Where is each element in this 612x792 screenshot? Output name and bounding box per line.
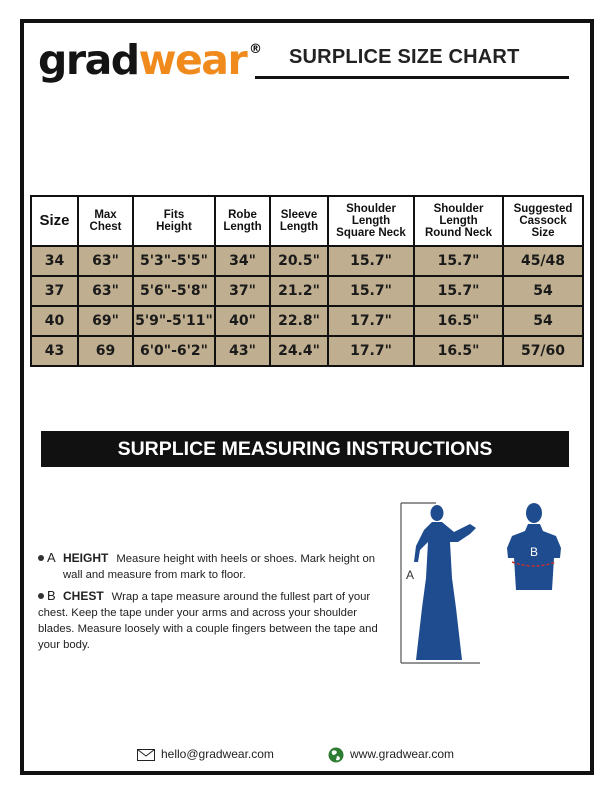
cell-cassock-size: 54 [503, 276, 583, 306]
cell-max-chest: 69 [78, 336, 133, 366]
cell-sleeve-length: 24.4" [270, 336, 328, 366]
table-header-row [31, 196, 583, 246]
table-row [31, 306, 583, 336]
cell-size: 34 [31, 246, 78, 276]
instructions-heading: SURPLICE MEASURING INSTRUCTIONS [41, 431, 569, 467]
website-link[interactable]: www.gradwear.com [350, 747, 455, 762]
cell-size: 40 [31, 306, 78, 336]
header-shoulder-round-neck: Shoulder Length Round Neck [414, 196, 503, 246]
header-sleeve-length: Sleeve Length [270, 196, 328, 246]
cell-shoulder-round: 16.5" [414, 306, 503, 336]
bullet-icon [38, 593, 44, 599]
header-robe-length: Robe Length [215, 196, 270, 246]
title-underline [255, 76, 569, 79]
cell-cassock-size: 54 [503, 306, 583, 336]
cell-sleeve-length: 20.5" [270, 246, 328, 276]
cell-fits-height: 5'3"-5'5" [133, 246, 215, 276]
cell-shoulder-round: 15.7" [414, 246, 503, 276]
header-size: Size [31, 196, 78, 246]
measurement-figures [398, 498, 578, 668]
height-instruction: A HEIGHT Measure height with heels or shoes. Mark height on wall and measure from mark to floor. [38, 550, 386, 583]
gradwear-logo: gradwear ® [38, 36, 262, 84]
page-title: SURPLICE SIZE CHART [289, 46, 520, 68]
chest-instruction: B CHEST Wrap a tape measure around the fullest part of your chest. Keep the tape under your arms and across your shoulder blades. Measure loosely with a couple fingers between the tape and your body. [38, 588, 378, 651]
cell-shoulder-square: 17.7" [328, 336, 414, 366]
size-chart-table [30, 195, 584, 367]
label-b: B [530, 545, 539, 559]
cell-robe-length: 43" [215, 336, 270, 366]
cell-max-chest: 69" [78, 306, 133, 336]
cell-fits-height: 5'9"-5'11" [133, 306, 215, 336]
cell-shoulder-round: 16.5" [414, 336, 503, 366]
cell-sleeve-length: 22.8" [270, 306, 328, 336]
table-row [31, 276, 583, 306]
chest-figure [507, 503, 561, 590]
header-shoulder-square-neck: Shoulder Length Square Neck [328, 196, 414, 246]
cell-shoulder-round: 15.7" [414, 276, 503, 306]
cell-cassock-size: 45/48 [503, 246, 583, 276]
footer-email[interactable] [137, 747, 274, 761]
bullet-icon [38, 555, 44, 561]
table-row [31, 336, 583, 366]
cell-fits-height: 5'6"-5'8" [133, 276, 215, 306]
cell-shoulder-square: 15.7" [328, 276, 414, 306]
table-row [31, 246, 583, 276]
cell-robe-length: 37" [215, 276, 270, 306]
height-figure [401, 503, 480, 663]
cell-size: 43 [31, 336, 78, 366]
footer-website[interactable] [328, 747, 454, 763]
envelope-icon [137, 749, 155, 761]
cell-max-chest: 63" [78, 276, 133, 306]
header-suggested-cassock-size: Suggested Cassock Size [503, 196, 583, 246]
label-a: A [406, 568, 415, 582]
registered-mark: ® [249, 42, 262, 57]
cell-shoulder-square: 15.7" [328, 246, 414, 276]
cell-max-chest: 63" [78, 246, 133, 276]
globe-icon [328, 747, 344, 763]
header-fits-height: Fits Height [133, 196, 215, 246]
cell-cassock-size: 57/60 [503, 336, 583, 366]
cell-sleeve-length: 21.2" [270, 276, 328, 306]
cell-fits-height: 6'0"-6'2" [133, 336, 215, 366]
cell-shoulder-square: 17.7" [328, 306, 414, 336]
cell-robe-length: 34" [215, 246, 270, 276]
header-max-chest: Max Chest [78, 196, 133, 246]
cell-size: 37 [31, 276, 78, 306]
email-link[interactable]: hello@gradwear.com [161, 747, 274, 761]
cell-robe-length: 40" [215, 306, 270, 336]
